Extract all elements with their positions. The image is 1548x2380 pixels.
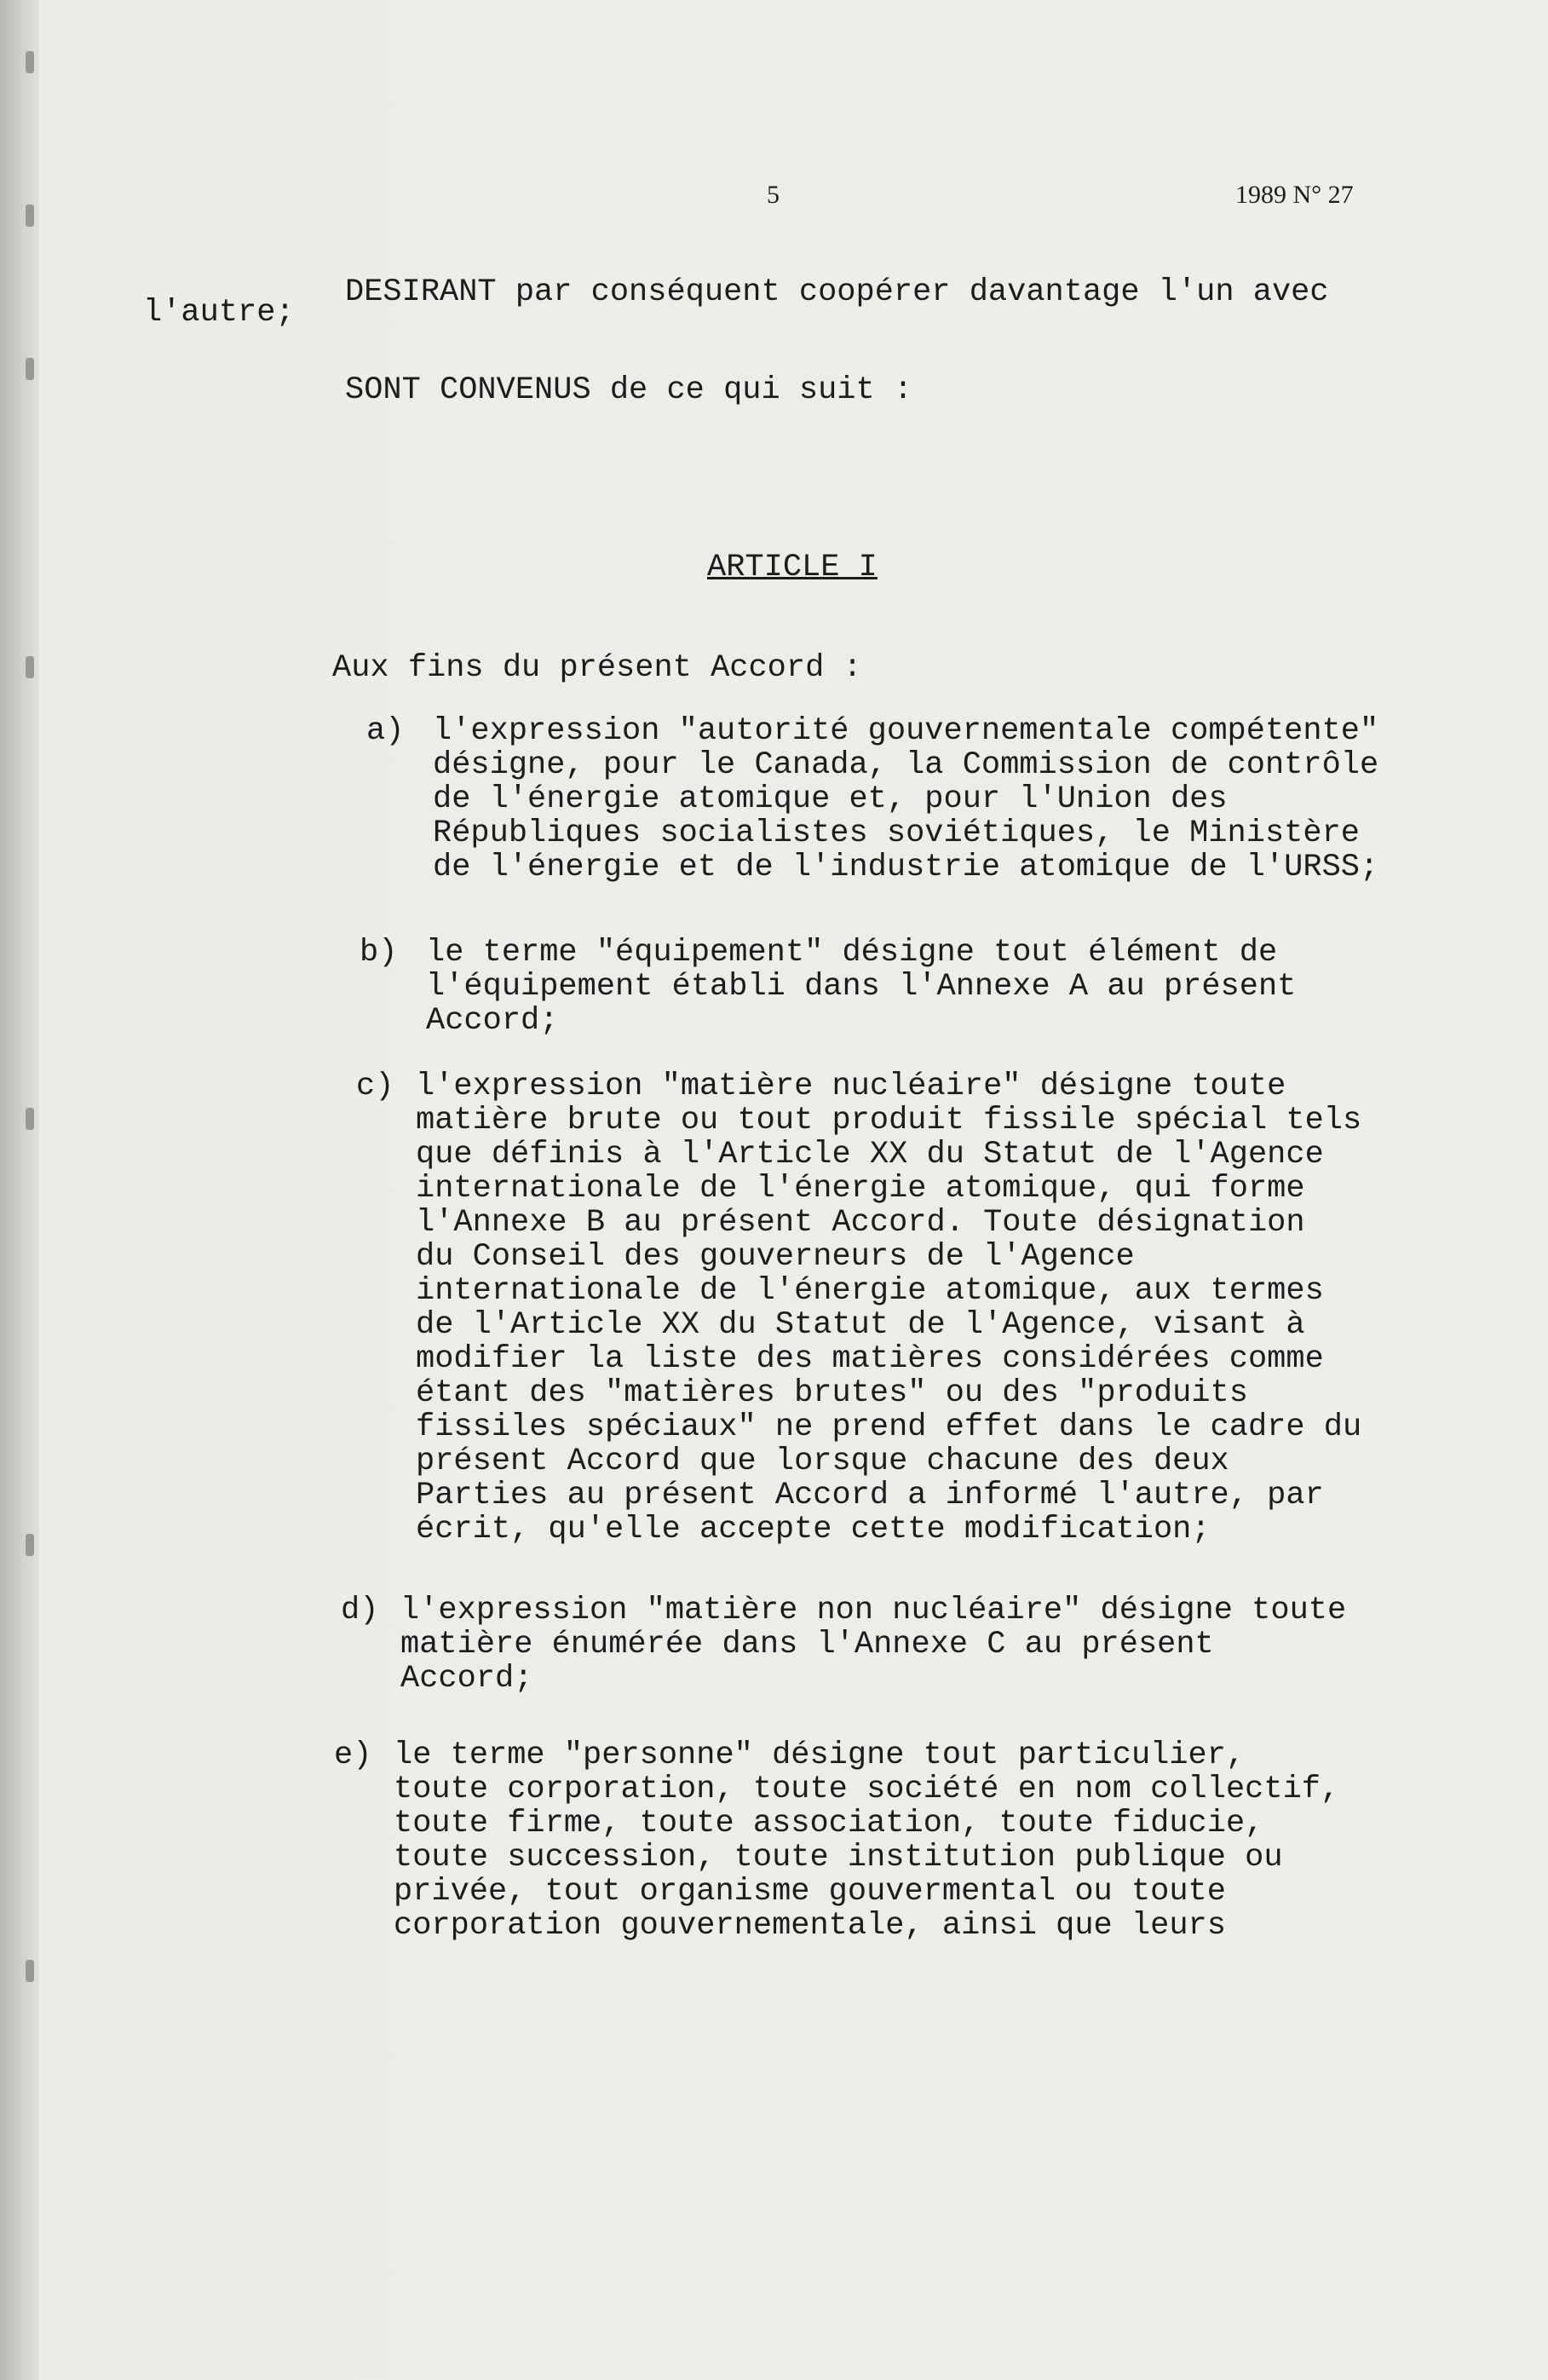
definition-line: toute succession, toute institution publique ou — [394, 1840, 1283, 1876]
preamble-autre: l'autre; — [143, 295, 295, 331]
definition-line: fissiles spéciaux" ne prend effet dans le cadre du — [416, 1409, 1362, 1445]
definition-line: Républiques socialistes soviétiques, le Ministère — [433, 815, 1360, 851]
definition-line: de l'Article XX du Statut de l'Agence, visant à — [416, 1307, 1305, 1343]
binding-hole — [26, 205, 34, 227]
binding-hole — [26, 1108, 34, 1130]
definition-line: toute firme, toute association, toute fiducie, — [394, 1806, 1264, 1841]
definition-line: matière énumérée dans l'Annexe C au présent — [400, 1627, 1214, 1663]
definition-line: matière brute ou tout produit fissile spécial tels — [416, 1103, 1362, 1138]
page-number: 5 — [767, 181, 780, 209]
definition-letter: d) — [341, 1593, 379, 1628]
definition-line: étant des "matières brutes" ou des "produits — [416, 1375, 1248, 1411]
definition-line: le terme "équipement" désigne tout élément de — [426, 935, 1278, 971]
definition-line: l'équipement établi dans l'Annexe A au présent — [426, 969, 1297, 1005]
definition-line: Accord; — [400, 1661, 533, 1697]
definition-letter: b) — [360, 935, 398, 971]
definition-line: l'expression "matière nucléaire" désigne toute — [416, 1069, 1286, 1104]
definition-line: l'Annexe B au présent Accord. Toute désignation — [416, 1205, 1305, 1241]
page-binding-edge — [0, 0, 39, 2380]
definition-line: Parties au présent Accord a informé l'autre, par — [416, 1478, 1324, 1513]
definition-line: internationale de l'énergie atomique, aux termes — [416, 1273, 1324, 1309]
binding-hole — [26, 1534, 34, 1556]
definition-line: modifier la liste des matières considérées comme — [416, 1341, 1324, 1377]
definition-line: de l'énergie et de l'industrie atomique de l'URSS; — [433, 850, 1379, 885]
definition-line: l'expression "autorité gouvernementale compétente" — [433, 713, 1379, 749]
preamble-convenus: SONT CONVENUS de ce qui suit : — [345, 372, 913, 408]
definition-line: de l'énergie atomique et, pour l'Union des — [433, 781, 1228, 817]
definition-letter: e) — [334, 1737, 372, 1773]
definition-letter: a) — [366, 713, 405, 749]
binding-hole — [26, 358, 34, 380]
binding-hole — [26, 1960, 34, 1982]
definition-line: présent Accord que lorsque chacune des deux — [416, 1444, 1229, 1479]
article-intro: Aux fins du présent Accord : — [332, 650, 862, 686]
definition-line: le terme "personne" désigne tout particulier, — [394, 1737, 1246, 1773]
definition-line: internationale de l'énergie atomique, qui forme — [416, 1171, 1305, 1207]
definition-line: corporation gouvernementale, ainsi que leurs — [394, 1908, 1226, 1944]
definition-line: toute corporation, toute société en nom collectif, — [394, 1772, 1340, 1807]
document-reference: 1989 N° 27 — [1235, 181, 1354, 209]
definition-letter: c) — [356, 1069, 394, 1104]
preamble-desirant: DESIRANT par conséquent coopérer davantage l'un avec — [345, 274, 1329, 310]
article-title: ARTICLE I — [707, 550, 878, 585]
binding-hole — [26, 656, 34, 678]
definition-line: que définis à l'Article XX du Statut de l'Agence — [416, 1137, 1324, 1173]
definition-line: écrit, qu'elle accepte cette modification; — [416, 1512, 1211, 1547]
definition-line: privée, tout organisme gouvermental ou toute — [394, 1874, 1226, 1910]
definition-line: Accord; — [426, 1003, 559, 1039]
definition-line: désigne, pour le Canada, la Commission de contrôle — [433, 747, 1379, 783]
definition-line: du Conseil des gouverneurs de l'Agence — [416, 1239, 1135, 1275]
binding-hole — [26, 51, 34, 73]
definition-line: l'expression "matière non nucléaire" désigne toute — [400, 1593, 1347, 1628]
